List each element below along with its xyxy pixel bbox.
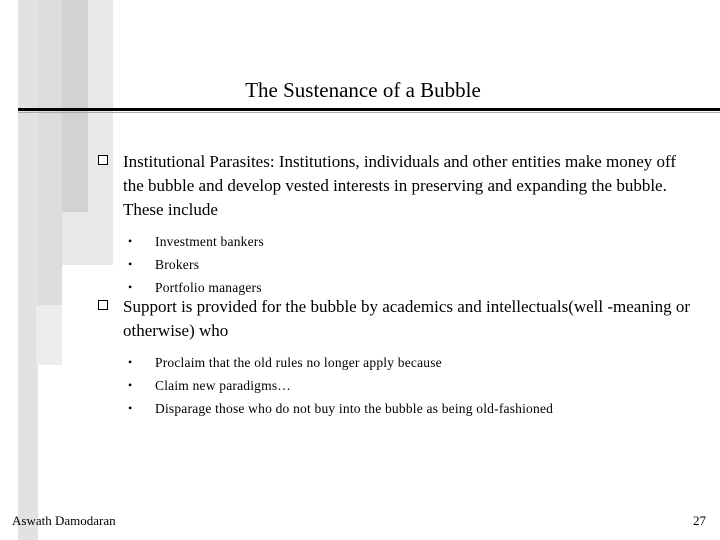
decor-bar-lower — [36, 305, 62, 365]
list-item-text: Proclaim that the old rules no longer apply because — [155, 355, 442, 370]
bullet-dot-icon: • — [128, 280, 133, 294]
list-item-text: Claim new paradigms… — [155, 378, 291, 393]
bullet-text: Institutional Parasites: Institutions, individuals and other entities make money off the bubble and develop vested interests in preserving and expanding the bubble. These include — [123, 152, 677, 219]
title-divider — [18, 108, 720, 111]
footer-author: Aswath Damodaran — [12, 513, 116, 528]
bullet-institutional-parasites — [98, 150, 698, 299]
list-item-text: Disparage those who do not buy into the bubble as being old-fashioned — [155, 401, 554, 416]
square-bullet-icon — [98, 300, 108, 310]
bullet-dot-icon: • — [128, 257, 133, 271]
sub-list — [128, 351, 698, 420]
bullet-dot-icon: • — [128, 234, 133, 248]
list-item-text: Portfolio managers — [155, 280, 262, 295]
bullet-dot-icon: • — [128, 355, 133, 369]
title-divider-shadow — [18, 112, 720, 113]
slide-title: The Sustenance of a Bubble — [245, 78, 481, 102]
bullet-support-academics — [98, 295, 698, 420]
list-item — [128, 253, 698, 276]
bullet-dot-icon: • — [128, 401, 133, 415]
bullet-dot-icon: • — [128, 378, 133, 392]
page-number: 27 — [693, 513, 706, 528]
square-bullet-icon — [98, 155, 108, 165]
bullet-text: Support is provided for the bubble by academics and intellectuals(well -meaning or otherwise) who — [123, 297, 690, 340]
list-item — [128, 230, 698, 253]
list-item-text: Brokers — [155, 257, 200, 272]
sub-list — [128, 230, 698, 299]
list-item — [128, 351, 698, 374]
list-item-text: Investment bankers — [155, 234, 264, 249]
list-item — [128, 374, 698, 397]
list-item — [128, 397, 698, 420]
